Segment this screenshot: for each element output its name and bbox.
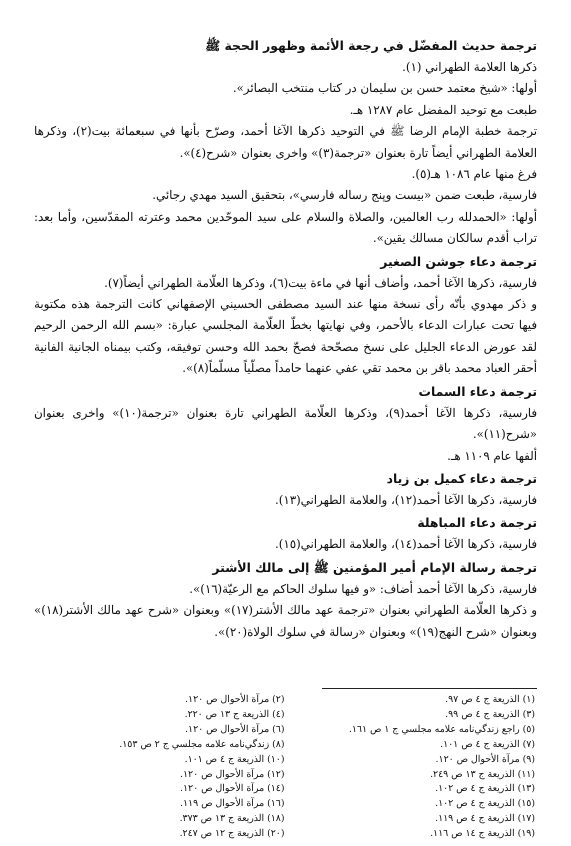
paragraph: ألفها عام ١١٠٩ هـ.: [447, 448, 537, 463]
section-heading: ترجمة دعاء السمات: [418, 383, 537, 399]
paragraph: فارسية، ذكرها الآغا أحمد(١٢)، والعلامة الطهراني(١٣).: [275, 492, 537, 507]
paragraph: ذكرها العلامة الطهراني (١).: [402, 60, 537, 74]
paragraph: طبعت مع توحيد المفضل عام ١٢٨٧ هـ.: [349, 102, 537, 117]
footnote-item: (٢٠) الذريعة ج ١٢ ص ٢٤٧.: [179, 828, 285, 840]
footnote-item: (١٤) مرآة الأحوال ص ١٢٠.: [180, 783, 285, 795]
paragraph: فرغ منها عام ١٠٨٦ هـ(٥).: [411, 167, 537, 182]
paragraph: فارسية، ذكرها الآغا أحمد(١٤)، والعلامة الطهراني(١٥).: [275, 537, 537, 552]
section-heading: ترجمة دعاء جوشن الصغير: [380, 253, 537, 269]
paragraph: أولها: «الحمدلله رب العالمين، والصلاة والسلام على سيد الموحّدين محمد وعترته المقدّسين، وأما بعد: تراب أقدم سالكان مسالك يقين».: [34, 209, 537, 246]
footnote-item: (١) الذريعة ج ٤ ص ٩٧.: [445, 694, 535, 705]
section-heading: ترجمة حديث المفضّل في رجعة الأئمة وظهور الحجة ﷺ: [205, 38, 537, 53]
footnote-item: (٧) الذريعة ج ٤ ص ١٠١.: [440, 738, 535, 750]
paragraph: و ذكرها العلّامة الطهراني بعنوان «ترجمة عهد مالك الأشتر(١٧)» وبعنوان «شرح عهد مالك الأشتر(١٨)» وبعنوان «شرح النهج(١٩)» وبعنوان «رسالة في سلوك الولاة(٢٠)».: [34, 603, 537, 639]
section-heading: ترجمة دعاء كميل بن زياد: [386, 470, 537, 486]
footnote-item: (٤) الذريعة ج ١٣ ص ٢٢٠.: [184, 708, 285, 720]
footnotes: [34, 688, 537, 842]
footnote-item: (١٣) الذريعة ج ٤ ص ١٠٢.: [435, 783, 535, 795]
paragraph: فارسية، طبعت ضمن «بيست وپنج رساله فارسي»، بتحقيق السيد مهدي رجائي.: [152, 188, 537, 203]
footnote-divider: [322, 688, 537, 689]
footnote-item: (١٨) الذريعة ج ١٣ ص ٣٧٣.: [179, 813, 285, 825]
footnote-item: (٥) راجع زندگي‌نامه علامه مجلسي ج ١ ص ١٦١.: [348, 723, 535, 735]
footnote-item: (٨) زندگي‌نامه علامه مجلسي ج ٢ ص ١٥٣.: [119, 738, 285, 750]
footnote-item: (٢) مرآة الأحوال ص ١٢٠.: [185, 694, 285, 705]
footnote-item: (١١) الذريعة ج ١٣ ص ٢٤٩.: [430, 768, 535, 780]
paragraph: فارسية، ذكرها الآغا أحمد أضاف: «و فيها سلوك الحاكم مع الرعيّة(١٦)».: [189, 581, 537, 596]
paragraph: فارسية، ذكرها الآغا أحمد(٩)، وذكرها العلّامة الطهراني تارة بعنوان «ترجمة(١٠)» واخرى بعنوان «شرح(١١)».: [34, 405, 538, 442]
footnote-item: (٩) مرآة الأحوال ص ١٢٠.: [435, 753, 535, 765]
footnote-item: (١٢) مرآة الأحوال ص ١٢٠.: [180, 768, 285, 780]
footnotes-left-column: [34, 693, 285, 842]
footnote-item: (١٧) الذريعة ج ٤ ص ١١٩.: [435, 813, 535, 825]
footnote-item: (٣) الذريعة ج ٤ ص ٩٩.: [445, 708, 535, 720]
paragraph: و ذكر مهدوي بأنّه رأى نسخة منها عند السيد مصطفى الحسيني الإصفهاني كانت الترجمة هذه مكتوبة فيها تحت عبارات الدعاء بالأحمر، وفي نهايتها بخطّ العلّامة المجلسي عبارة: «بسم الله الرحمن الرحيم لقد عورض الدعاء الجليل على نسخ مصحّحة فصحّ بحمد الله وحسن توفيقه، وكتب بيمناه الجانية الفانية أحقر العباد محمد باقر بن محمد تقي عفي عنهما حامداً مصلّياً مسلّماً(٨)».: [34, 297, 538, 376]
paragraph: ترجمة خطبة الإمام الرضا ﷺ في التوحيد ذكرها الآغا أحمد، وصرّح بأنها في سبعمائة بيت(٢)، وذكرها العلامة الطهراني أيضاً تارة بعنوان «ترجمة(٣)» واخرى بعنوان «شرح(٤)».: [34, 124, 537, 160]
footnote-item: (١٥) الذريعة ج ٤ ص ١٠٢.: [435, 798, 535, 810]
section-heading: ترجمة رسالة الإمام أمير المؤمنين ﷺ إلى مالك الأشتر: [212, 559, 537, 575]
paragraph: أولها: «شيخ معتمد حسن بن سليمان در كتاب منتخب البصائر».: [232, 81, 537, 96]
footnote-item: (١٦) مرآة الأحوال ص ١١٩.: [180, 798, 285, 810]
footnote-item: (١٩) الذريعة ج ١٤ ص ١١٦.: [430, 828, 535, 840]
footnote-item: (١٠) الذريعة ج ٤ ص ١٠١.: [184, 753, 285, 765]
paragraph: فارسية، ذكرها الآغا أحمد، وأضاف أنها في ماءة بيت(٦)، وذكرها العلّامة الطهراني أيضاً(٧).: [104, 275, 537, 290]
footnotes-right-column: [285, 693, 538, 842]
footnote-item: (٦) مرآة الأحوال ص ١٢٠.: [185, 723, 285, 735]
section-heading: ترجمة دعاء المباهلة: [417, 515, 537, 531]
page-body: [34, 34, 537, 643]
